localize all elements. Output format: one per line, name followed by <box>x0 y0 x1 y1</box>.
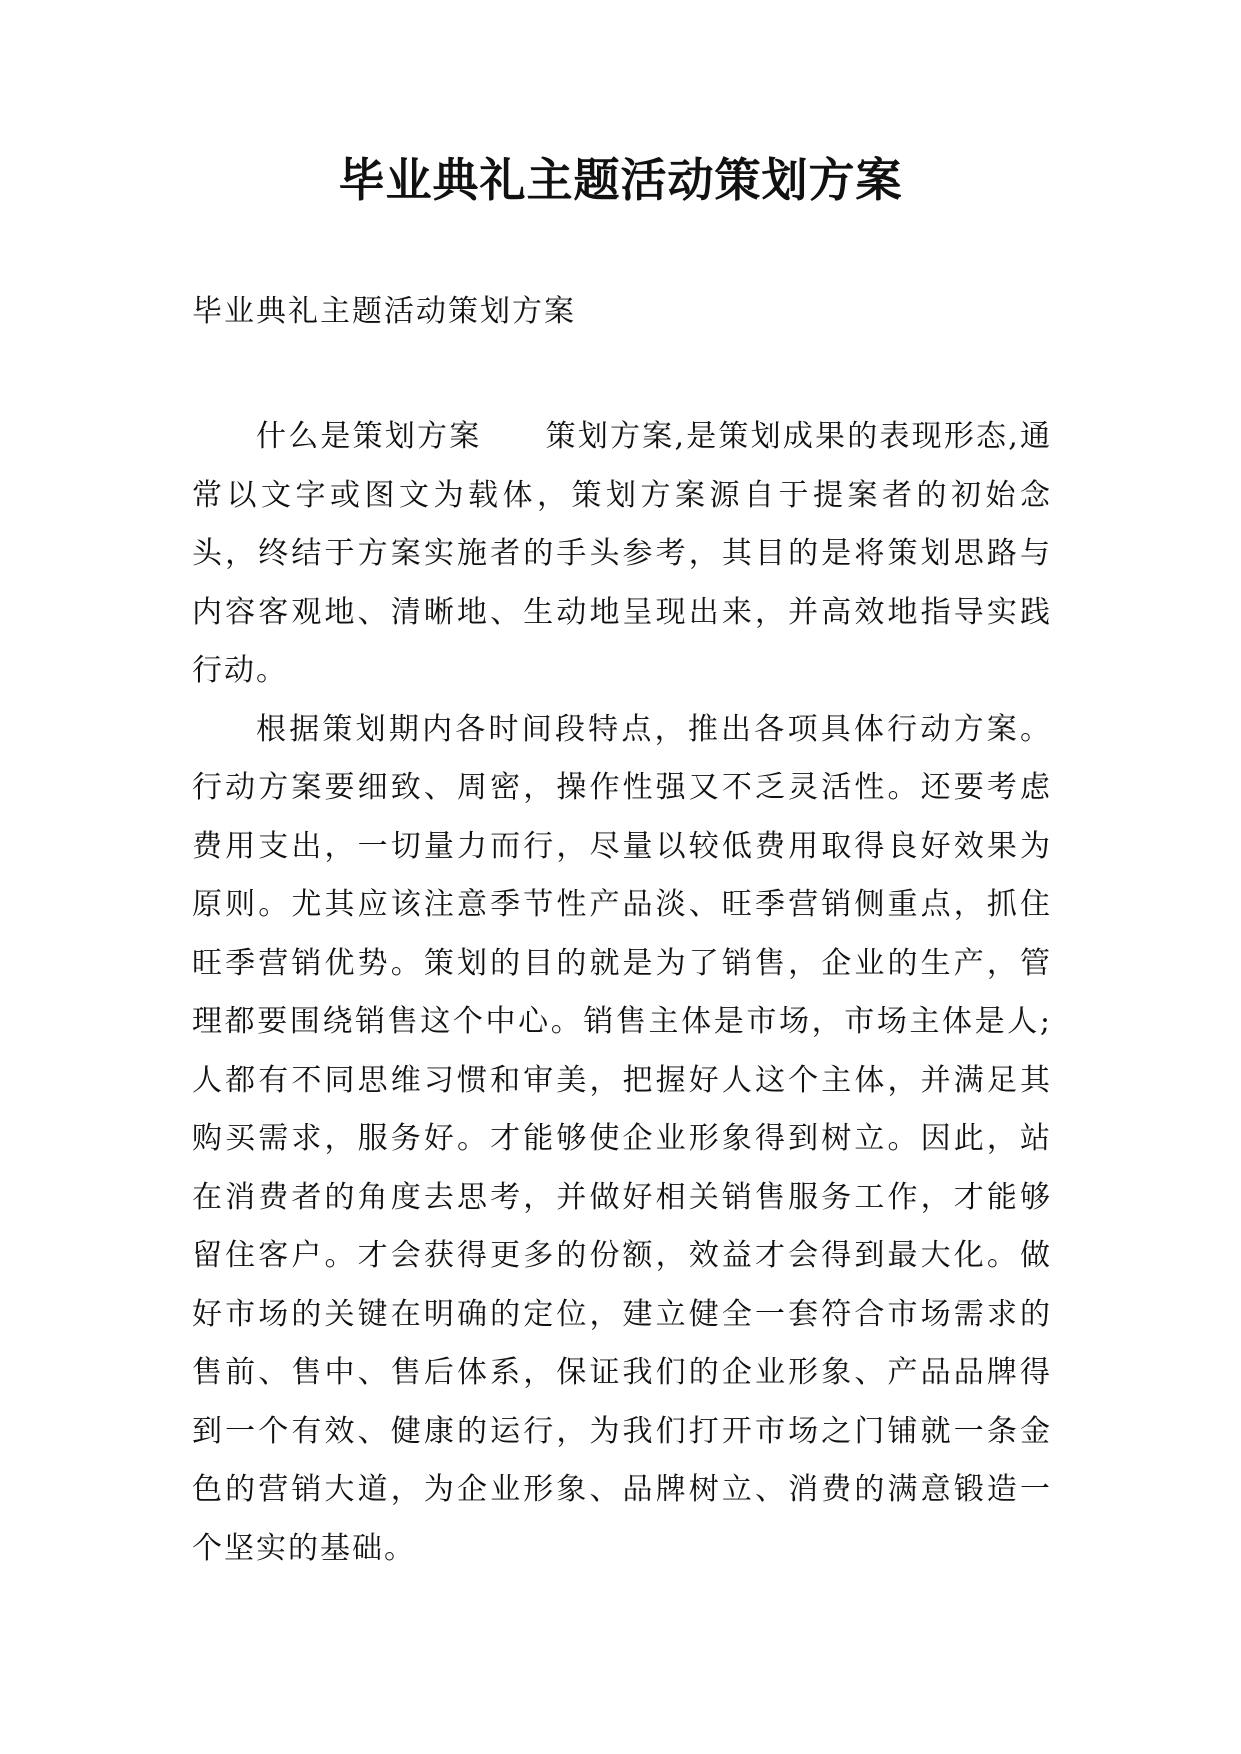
document-subtitle: 毕业典礼主题活动策划方案 <box>192 294 576 329</box>
paragraph-1-lead: 什么是策划方案 <box>256 419 482 454</box>
paragraph-1-text: 策划方案,是策划成果的表现形态,通常以文字或图文为载体，策划方案源自于提案者的初始念头，终结于方案实施者的手头参考，其目的是将策划思路与内容客观地、清晰地、生动地呈现出来，并高效地指导实践行动。 <box>192 419 1052 688</box>
paragraph-2 <box>192 701 1052 1579</box>
paragraph-1 <box>192 408 1052 701</box>
paragraph-2-text: 根据策划期内各时间段特点，推出各项具体行动方案。行动方案要细致、周密，操作性强又不乏灵活性。还要考虑费用支出，一切量力而行，尽量以较低费用取得良好效果为原则。尤其应该注意季节性产品淡、旺季营销侧重点，抓住旺季营销优势。策划的目的就是为了销售，企业的生产，管理都要围绕销售这个中心。销售主体是市场，市场主体是人;人都有不同思维习惯和审美，把握好人这个主体，并满足其购买需求，服务好。才能够使企业形象得到树立。因此，站在消费者的角度去思考，并做好相关销售服务工作，才能够留住客户。才会获得更多的份额，效益才会得到最大化。做好市场的关键在明确的定位，建立健全一套符合市场需求的售前、售中、售后体系，保证我们的企业形象、产品品牌得到一个有效、健康的运行，为我们打开市场之门铺就一条金色的营销大道，为企业形象、品牌树立、消费的满意锻造一个坚实的基础。 <box>192 711 1052 1566</box>
document-body <box>192 408 1052 1578</box>
document-title: 毕业典礼主题活动策划方案 <box>338 153 903 207</box>
